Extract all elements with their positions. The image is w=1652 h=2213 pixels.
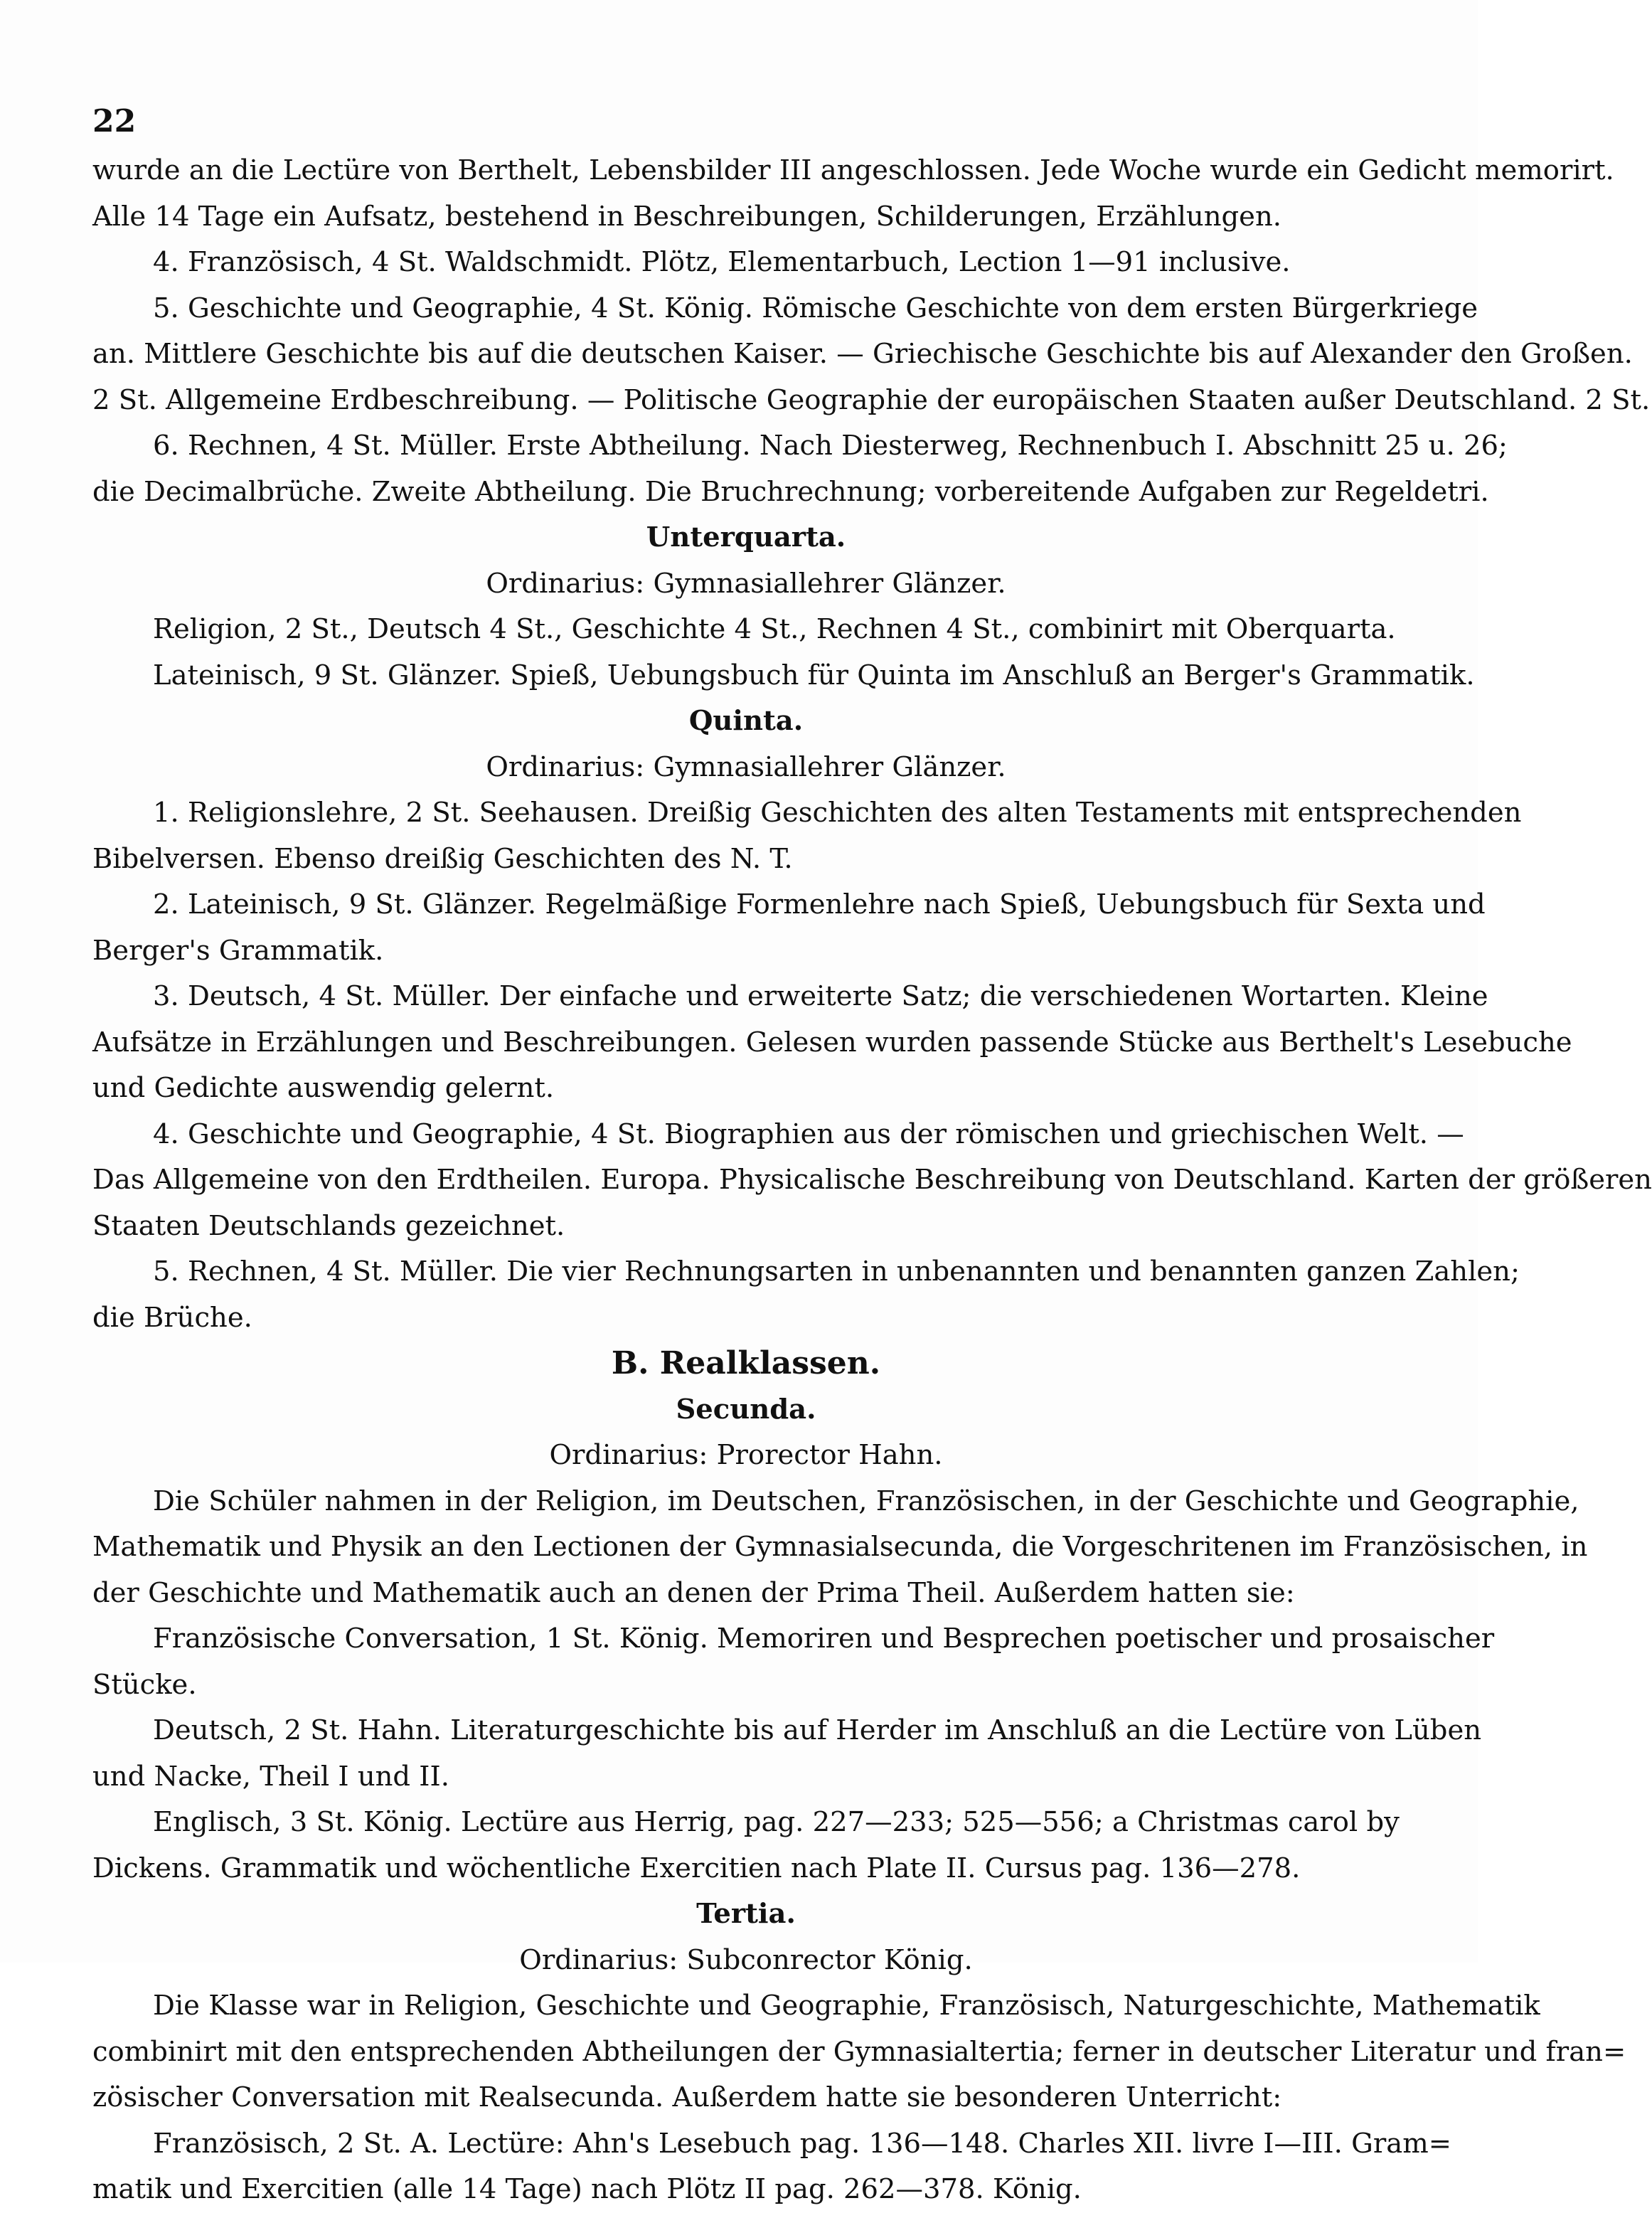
- text-line: Die Klasse war in Religion, Geschichte und Geographie, Französisch, Naturgeschichte, Mathematik: [153, 1990, 1540, 2022]
- text-line: die Brüche.: [92, 1301, 252, 1334]
- text-line: zösischer Conversation mit Realsecunda. Außerdem hatte sie besonderen Unterricht:: [92, 2081, 1282, 2113]
- text-line: Religion, 2 St., Deutsch 4 St., Geschichte 4 St., Rechnen 4 St., combinirt mit Oberquarta.: [153, 613, 1396, 645]
- text-line: combinirt mit den entsprechenden Abtheilungen der Gymnasialtertia; ferner in deutscher Literatur und fran=: [92, 2035, 1626, 2068]
- page-number: 22: [92, 103, 137, 139]
- text-line: Berger's Grammatik.: [92, 934, 384, 967]
- text-line: Staaten Deutschlands gezeichnet.: [92, 1209, 565, 1242]
- text-line: 4. Französisch, 4 St. Waldschmidt. Plötz, Elementarbuch, Lection 1—91 inclusive.: [153, 246, 1291, 278]
- text-line: 5. Geschichte und Geographie, 4 St. König. Römische Geschichte von dem ersten Bürgerkriege: [153, 292, 1478, 324]
- text-line: Lateinisch, 9 St. Glänzer. Spieß, Uebungsbuch für Quinta im Anschluß an Berger's Grammatik.: [153, 659, 1475, 691]
- text-line: Bibelversen. Ebenso dreißig Geschichten des N. T.: [92, 842, 793, 875]
- section-heading: Quinta.: [688, 705, 804, 737]
- text-line: Stücke.: [92, 1668, 197, 1701]
- text-line: 2 St. Allgemeine Erdbeschreibung. — Politische Geographie der europäischen Staaten außer Deutschland. 2 St.: [92, 383, 1651, 416]
- text-line: 1. Religionslehre, 2 St. Seehausen. Dreißig Geschichten des alten Testaments mit entsprechenden: [153, 797, 1522, 829]
- ordinarius-line: Ordinarius: Gymnasiallehrer Glänzer.: [486, 567, 1006, 600]
- text-line: 6. Rechnen, 4 St. Müller. Erste Abtheilung. Nach Diesterweg, Rechnenbuch I. Abschnitt 25 u. 26;: [153, 430, 1508, 462]
- text-line: 5. Rechnen, 4 St. Müller. Die vier Rechnungsarten in unbenannten und benannten ganzen Zahlen;: [153, 1256, 1520, 1288]
- text-line: Deutsch, 2 St. Hahn. Literaturgeschichte bis auf Herder im Anschluß an die Lectüre von Lüben: [153, 1714, 1482, 1746]
- text-line: 2. Lateinisch, 9 St. Glänzer. Regelmäßige Formenlehre nach Spieß, Uebungsbuch für Sexta und: [153, 888, 1486, 920]
- section-heading: Tertia.: [696, 1898, 796, 1930]
- text-line: Aufsätze in Erzählungen und Beschreibungen. Gelesen wurden passende Stücke aus Berthelt's Lesebuche: [92, 1026, 1572, 1058]
- text-line: matik und Exercitien (alle 14 Tage) nach Plötz II pag. 262—378. König.: [92, 2173, 1082, 2205]
- text-line: Dickens. Grammatik und wöchentliche Exercitien nach Plate II. Cursus pag. 136—278.: [92, 1852, 1301, 1884]
- text-line: und Nacke, Theil I und II.: [92, 1760, 449, 1793]
- text-line: Englisch, 3 St. König. Lectüre aus Herrig, pag. 227—233; 525—556; a Christmas carol by: [153, 1806, 1400, 1838]
- text-line: Das Allgemeine von den Erdtheilen. Europa. Physicalische Beschreibung von Deutschland. Karten der größeren: [92, 1164, 1652, 1196]
- text-line: Alle 14 Tage ein Aufsatz, bestehend in Beschreibungen, Schilderungen, Erzählungen.: [92, 200, 1281, 233]
- section-heading: Unterquarta.: [646, 521, 846, 553]
- ordinarius-line: Ordinarius: Subconrector König.: [519, 1943, 973, 1976]
- ordinarius-line: Ordinarius: Prorector Hahn.: [549, 1439, 943, 1471]
- section-heading: Secunda.: [676, 1393, 816, 1426]
- body-text: [92, 148, 1652, 2213]
- text-line: 4. Geschichte und Geographie, 4 St. Biographien aus der römischen und griechischen Welt. —: [153, 1118, 1464, 1150]
- text-line: Französische Conversation, 1 St. König. Memoriren und Besprechen poetischer und prosaischer: [153, 1623, 1495, 1655]
- text-line: an. Mittlere Geschichte bis auf die deutschen Kaiser. — Griechische Geschichte bis auf Alexander den Großen.: [92, 338, 1633, 370]
- text-line: Mathematik und Physik an den Lectionen der Gymnasialsecunda, die Vorgeschritenen im Französischen, in: [92, 1531, 1588, 1563]
- text-line: und Gedichte auswendig gelernt.: [92, 1072, 555, 1104]
- text-line: Französisch, 2 St. A. Lectüre: Ahn's Lesebuch pag. 136—148. Charles XII. livre I—III. Gram=: [153, 2127, 1451, 2160]
- text-line: der Geschichte und Mathematik auch an denen der Prima Theil. Außerdem hatten sie:: [92, 1576, 1295, 1609]
- text-line: wurde an die Lectüre von Berthelt, Lebensbilder III angeschlossen. Jede Woche wurde ein Gedicht memorirt.: [92, 154, 1614, 186]
- text-line: Die Schüler nahmen in der Religion, im Deutschen, Französischen, in der Geschichte und Geographie,: [153, 1485, 1579, 1517]
- text-line: 3. Deutsch, 4 St. Müller. Der einfache und erweiterte Satz; die verschiedenen Wortarten. Kleine: [153, 980, 1488, 1012]
- part-heading: B. Realklassen.: [611, 1345, 881, 1381]
- text-line: die Decimalbrüche. Zweite Abtheilung. Die Bruchrechnung; vorbereitende Aufgaben zur Regeldetri.: [92, 475, 1489, 508]
- ordinarius-line: Ordinarius: Gymnasiallehrer Glänzer.: [486, 750, 1006, 783]
